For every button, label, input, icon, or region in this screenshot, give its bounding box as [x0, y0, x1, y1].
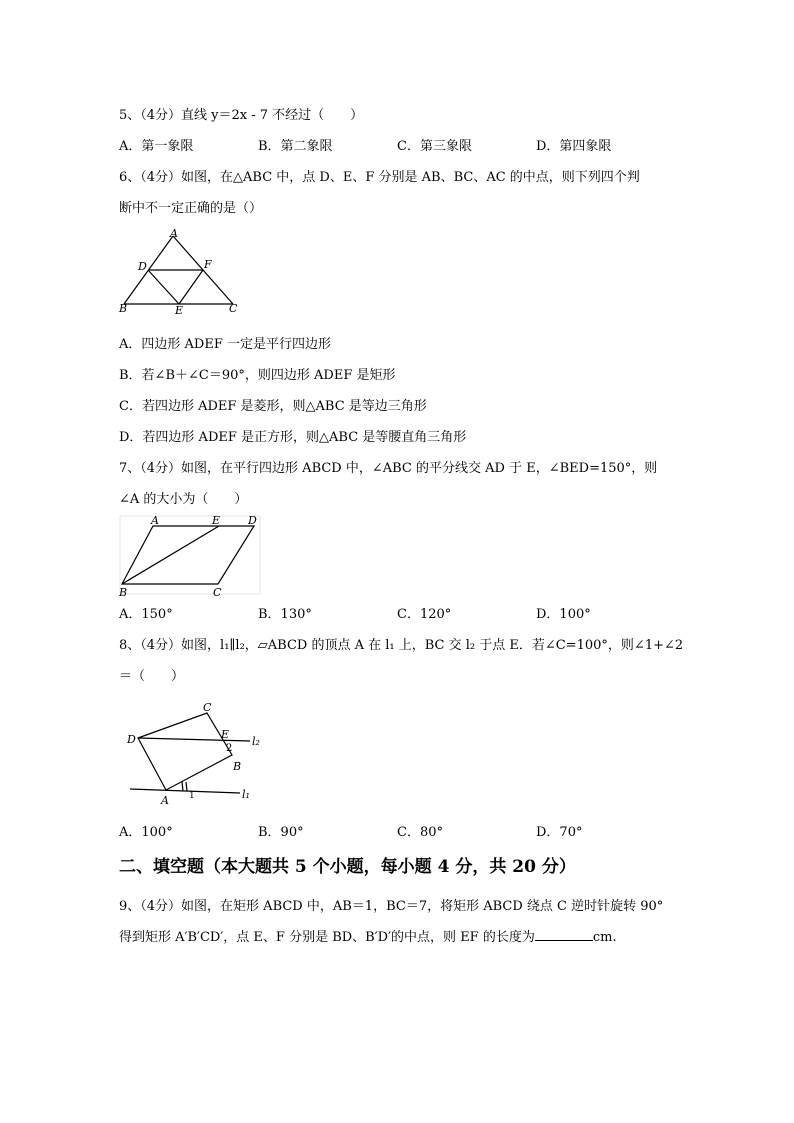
q7-stem-line2: ∠A 的大小为（ ） [119, 492, 248, 507]
q6-label-d: D [138, 260, 147, 273]
q7-option-d: D．100° [536, 607, 591, 622]
q8-line-l2 [138, 738, 250, 741]
q7-parallelogram-abcd [122, 526, 254, 584]
q8-line-l1 [130, 789, 240, 793]
q8-label-angle1: 1 [189, 791, 195, 801]
q8-label-angle2: 2 [226, 743, 233, 754]
q8-parallelogram-abcd [138, 713, 232, 790]
q8-label-l2: l₂ [252, 735, 260, 748]
q6-label-f: F [204, 258, 212, 271]
q8-stem-line1: 8、（4分）如图，l₁∥l₂，▱ABCD 的顶点 A 在 l₁ 上，BC 交 l₂ 于点 E．若∠C=100°，则∠1+∠2 [119, 638, 684, 653]
q6-stem-line1: 6、（4分）如图，在△ABC 中，点 D、E、F 分别是 AB、BC、AC 的中点，则下列四个判 [119, 170, 640, 185]
q6-label-b: B [119, 302, 128, 315]
q6-option-c: C．若四边形 ADEF 是菱形，则△ABC 是等边三角形 [119, 399, 427, 414]
q9-stem-line2 [119, 926, 617, 945]
q8-stem-line2: ＝（ ） [119, 669, 185, 684]
q7-option-b: B．130° [258, 607, 312, 622]
q8-label-d: D [127, 733, 136, 746]
q7-label-a: A [151, 514, 159, 527]
q7-label-e: E [212, 514, 221, 527]
q6-label-a: A [170, 228, 178, 240]
q7-label-c: C [213, 586, 222, 598]
q8-label-c: C [203, 701, 212, 714]
q6-label-e: E [175, 304, 184, 317]
q5-option-b: B．第二象限 [258, 139, 333, 154]
section2-heading: 二、填空题（本大题共 5 个小题，每小题 4 分，共 20 分） [119, 857, 576, 877]
q7-stem-line1: 7、（4分）如图，在平行四边形 ABCD 中，∠ABC 的平分线交 AD 于 E，∠BED=150°，则 [119, 461, 658, 476]
q7-figure-border [120, 516, 260, 594]
q9-answer-blank[interactable] [535, 940, 593, 941]
q9-stem-before-blank: 得到矩形 A′B′CD′，点 E、F 分别是 BD、B′D′的中点，则 EF 的长度为 [119, 930, 535, 945]
q9-stem-after-blank: cm. [592, 930, 617, 945]
q8-option-d: D．70° [536, 825, 583, 840]
q6-segment-de [148, 270, 179, 304]
q8-label-a: A [161, 794, 169, 807]
q8-option-b: B．90° [258, 825, 304, 840]
q7-option-a: A．150° [119, 607, 173, 622]
q8-option-c: C．80° [397, 825, 443, 840]
q5-option-d: D．第四象限 [536, 139, 612, 154]
q6-option-b: B．若∠B＋∠C＝90°，则四边形 ADEF 是矩形 [119, 368, 396, 383]
q8-option-a: A．100° [119, 825, 173, 840]
q6-option-d: D．若四边形 ADEF 是正方形，则△ABC 是等腰直角三角形 [119, 430, 467, 445]
q6-triangle-figure [118, 228, 242, 318]
q6-stem-line2: 断中不一定正确的是（） [119, 201, 263, 216]
q7-option-c: C．120° [397, 607, 452, 622]
q5-stem: 5、（4分）直线 y＝2x - 7 不经过（ ） [119, 108, 364, 123]
q5-option-a: A．第一象限 [119, 139, 194, 154]
q8-label-l1: l₁ [242, 788, 250, 801]
q5-option-c: C．第三象限 [397, 139, 472, 154]
q9-stem-line1: 9、（4分）如图，在矩形 ABCD 中，AB＝1，BC＝7，将矩形 ABCD 绕点 C 逆时针旋转 90° [119, 899, 664, 914]
q6-option-a: A．四边形 ADEF 一定是平行四边形 [119, 337, 331, 352]
q8-label-e: E [221, 728, 230, 741]
q6-segment-ef [179, 270, 203, 304]
q8-parallelogram-figure [126, 698, 274, 808]
q7-label-b: B [119, 586, 128, 598]
q6-label-c: C [229, 302, 238, 315]
q7-parallelogram-figure [118, 512, 264, 598]
q7-segment-be [122, 526, 219, 584]
q7-label-d: D [248, 514, 257, 527]
q8-angle1-mark [182, 782, 187, 791]
q8-label-b: B [233, 760, 242, 773]
